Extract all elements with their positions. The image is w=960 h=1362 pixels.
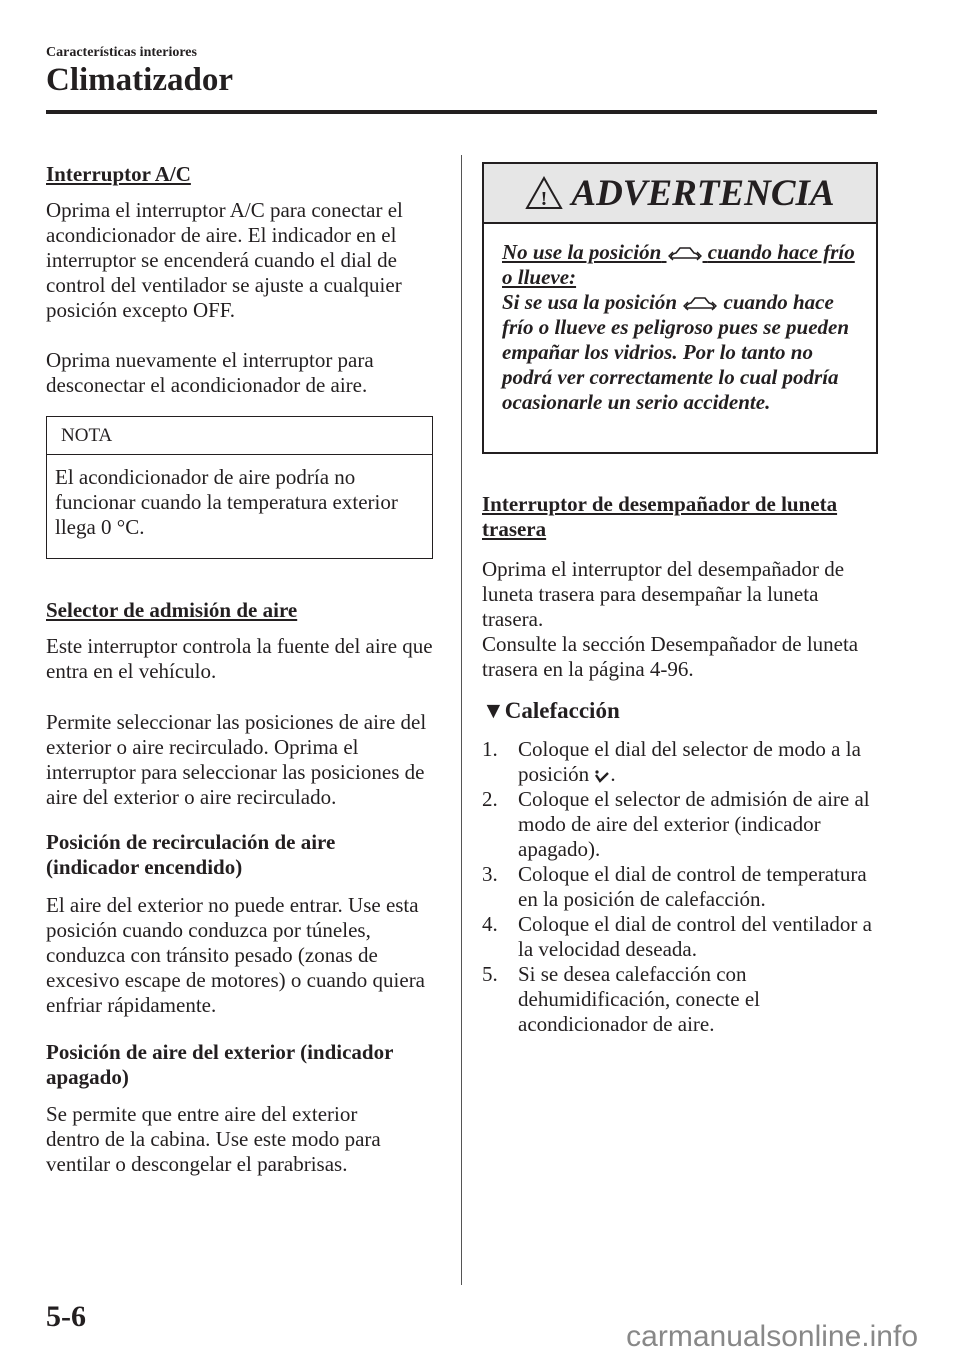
- step-text: Coloque el dial de control de temperatura en la posición de calefacción.: [518, 862, 867, 911]
- step-item: [482, 737, 877, 787]
- recirc-paragraph: El aire del exterior no puede entrar. Use esta posición cuando conduzca por túneles, conduzca con tránsito pesado (zonas de excesivo escape de motores) o cuando quiera enfriar rápidamente.: [46, 893, 426, 1017]
- warning-text-2b: cuando hace frío o llueve es peligroso pues se pueden empañar los vidrios. Por lo tanto no podrá ver correctamente lo cual podría ocasionarle un serio accidente.: [502, 290, 850, 414]
- step-item: [482, 912, 877, 962]
- floor-mode-icon: [594, 769, 610, 785]
- step-number: 5.: [482, 962, 498, 986]
- heating-steps: [482, 737, 877, 1037]
- column-divider: [461, 155, 462, 1285]
- ac-heading: Interruptor A/C: [46, 162, 191, 186]
- intake-heading: Selector de admisión de aire: [46, 598, 298, 622]
- intake-paragraph-1: Este interruptor controla la fuente del aire que entra en el vehículo.: [46, 634, 433, 683]
- recirculation-car-icon: [667, 245, 703, 263]
- header-rule: [46, 110, 877, 114]
- outside-heading: Posición de aire del exterior (indicador apagado): [46, 1040, 394, 1089]
- step-item: [482, 862, 877, 912]
- defog-paragraph: Oprima el interruptor del desempañador de luneta trasera para desempañar la luneta trasera.: [482, 557, 845, 631]
- recirculation-car-icon: [682, 295, 718, 313]
- svg-text:!: !: [541, 188, 548, 210]
- warning-box: [482, 162, 878, 454]
- warning-text-1b: cuando hace frío o llueve:: [502, 240, 855, 289]
- warning-title: ADVERTENCIA: [571, 172, 835, 214]
- step-text: Coloque el selector de admisión de aire al modo de aire del exterior (indicador apagado).: [518, 787, 870, 861]
- watermark: carmanualsonline.info: [626, 1320, 918, 1353]
- defog-paragraph-2: Consulte la sección Desempañador de luneta trasera en la página 4-96.: [482, 632, 859, 681]
- step-text: Coloque el dial de control del ventilador a la velocidad deseada.: [518, 912, 872, 961]
- step-number: 1.: [482, 737, 498, 761]
- warning-text-2a: Si se usa la posición: [502, 290, 678, 314]
- section-label: Características interiores: [46, 45, 197, 60]
- warning-triangle-icon: [525, 176, 563, 210]
- step-number: 2.: [482, 787, 498, 811]
- triangle-marker-icon: ▼: [482, 698, 505, 723]
- step-text-end: .: [610, 762, 616, 786]
- note-title: NOTA: [47, 417, 432, 455]
- page-number: 5-6: [46, 1300, 86, 1333]
- page-title: Climatizador: [46, 62, 233, 98]
- ac-paragraph-2: Oprima nuevamente el interruptor para desconectar el acondicionador de aire.: [46, 348, 374, 397]
- heating-title: Calefacción: [504, 698, 620, 723]
- note-body: El acondicionador de aire podría no funcionar cuando la temperatura exterior llega 0 °C.: [55, 465, 398, 539]
- defog-heading: Interruptor de desempañador de luneta trasera: [482, 492, 838, 541]
- note-box: [46, 416, 433, 559]
- recirc-heading: Posición de recirculación de aire (indicador encendido): [46, 830, 336, 879]
- step-number: 4.: [482, 912, 498, 936]
- warning-text-1a: No use la posición: [502, 240, 662, 264]
- outside-paragraph: Se permite que entre aire del exterior dentro de la cabina. Use este modo para ventilar o descongelar el parabrisas.: [46, 1102, 381, 1176]
- heating-heading: [482, 698, 880, 724]
- step-text: Si se desea calefacción con dehumidificación, conecte el acondicionador de aire.: [518, 962, 760, 1036]
- ac-paragraph-1: Oprima el interruptor A/C para conectar el acondicionador de aire. El indicador en el interruptor se encenderá cuando el dial de control del ventilador se ajuste a cualquier posición excepto OFF.: [46, 198, 403, 322]
- step-item: [482, 787, 877, 862]
- step-text: Coloque el dial del selector de modo a la posición: [518, 737, 861, 786]
- step-item: [482, 962, 877, 1037]
- intake-paragraph-2: Permite seleccionar las posiciones de aire del exterior o aire recirculado. Oprima el interruptor para seleccionar las posiciones de aire del exterior o aire recirculado.: [46, 710, 427, 809]
- step-number: 3.: [482, 862, 498, 886]
